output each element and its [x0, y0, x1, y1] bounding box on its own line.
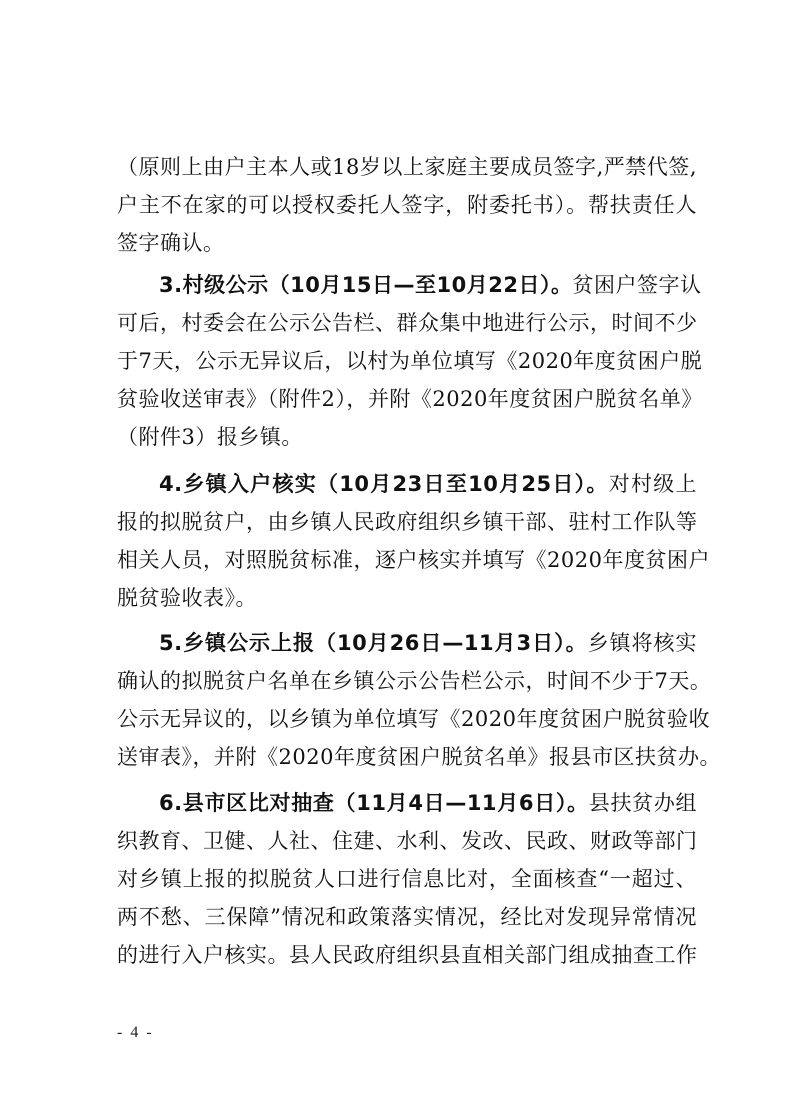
text-line: 的进行入户核实。县人民政府组织县直相关部门组成抽查工作: [117, 943, 698, 967]
text-line: （原则上由户主本人或18岁以上家庭主要成员签字,严禁代签,: [117, 155, 697, 179]
paragraph-village-publicity: [117, 266, 703, 456]
text-line: 签字确认。: [117, 231, 225, 255]
section-heading: 3.村级公示（10月15日—至10月22日）。: [159, 273, 573, 297]
text-line: 户主不在家的可以授权委托人签字，附委托书）。帮扶责任人: [117, 193, 697, 217]
section-heading: 5.乡镇公示上报（10月26日—11月3日）。: [159, 631, 588, 655]
paragraph-signature-note: [117, 148, 697, 262]
section-heading: 6.县市区比对抽查（11月4日—11月6日）。: [159, 791, 589, 815]
page-number: - 4 -: [117, 1024, 154, 1041]
section-text: 乡镇将核实: [587, 631, 698, 655]
text-line: 报的拟脱贫户，由乡镇人民政府组织乡镇干部、驻村工作队等: [117, 510, 698, 534]
text-line: [117, 624, 697, 662]
text-line: 对乡镇上报的拟脱贫人口进行信息比对，全面核查“一超过、: [117, 867, 697, 891]
section-text: 县扶贫办组: [588, 791, 698, 815]
text-line: [117, 784, 697, 822]
text-line: [117, 266, 702, 304]
text-line: 确认的拟脱贫户名单在乡镇公示公告栏公示，时间不少于7天。: [117, 669, 712, 693]
text-line: 脱贫验收表》。: [117, 586, 257, 610]
text-line: 相关人员，对照脱贫标准，逐户核实并填写《2020年度贫困户: [117, 548, 710, 572]
section-text: 对村级上: [608, 472, 698, 496]
text-line: 两不愁、三保障”情况和政策落实情况，经比对发现异常情况: [117, 905, 697, 929]
section-text: 贫困户签字认: [572, 273, 702, 297]
text-line: 送审表》，并附《2020年度贫困户脱贫名单》报县市区扶贫办。: [117, 745, 721, 769]
paragraph-township-publicity: [117, 624, 721, 776]
text-line: 可后，村委会在公示公告栏、群众集中地进行公示，时间不少: [117, 311, 698, 335]
section-heading: 4.乡镇入户核实（10月23日至10月25日）。: [159, 472, 609, 496]
paragraph-county-spot-check: [117, 784, 697, 974]
text-line: 于7天，公示无异议后，以村为单位填写《2020年度贫困户脱: [117, 349, 703, 373]
text-line: 贫验收送审表》（附件2），并附《2020年度贫困户脱贫名单》: [117, 387, 703, 411]
text-line: 织教育、卫健、人社、住建、水利、发改、民政、财政等部门: [117, 829, 698, 853]
paragraph-township-verification: [117, 465, 710, 617]
text-line: 公示无异议的，以乡镇为单位填写《2020年度贫困户脱贫验收: [117, 707, 710, 731]
text-line: [117, 465, 697, 503]
text-line: （附件3）报乡镇。: [117, 425, 303, 449]
